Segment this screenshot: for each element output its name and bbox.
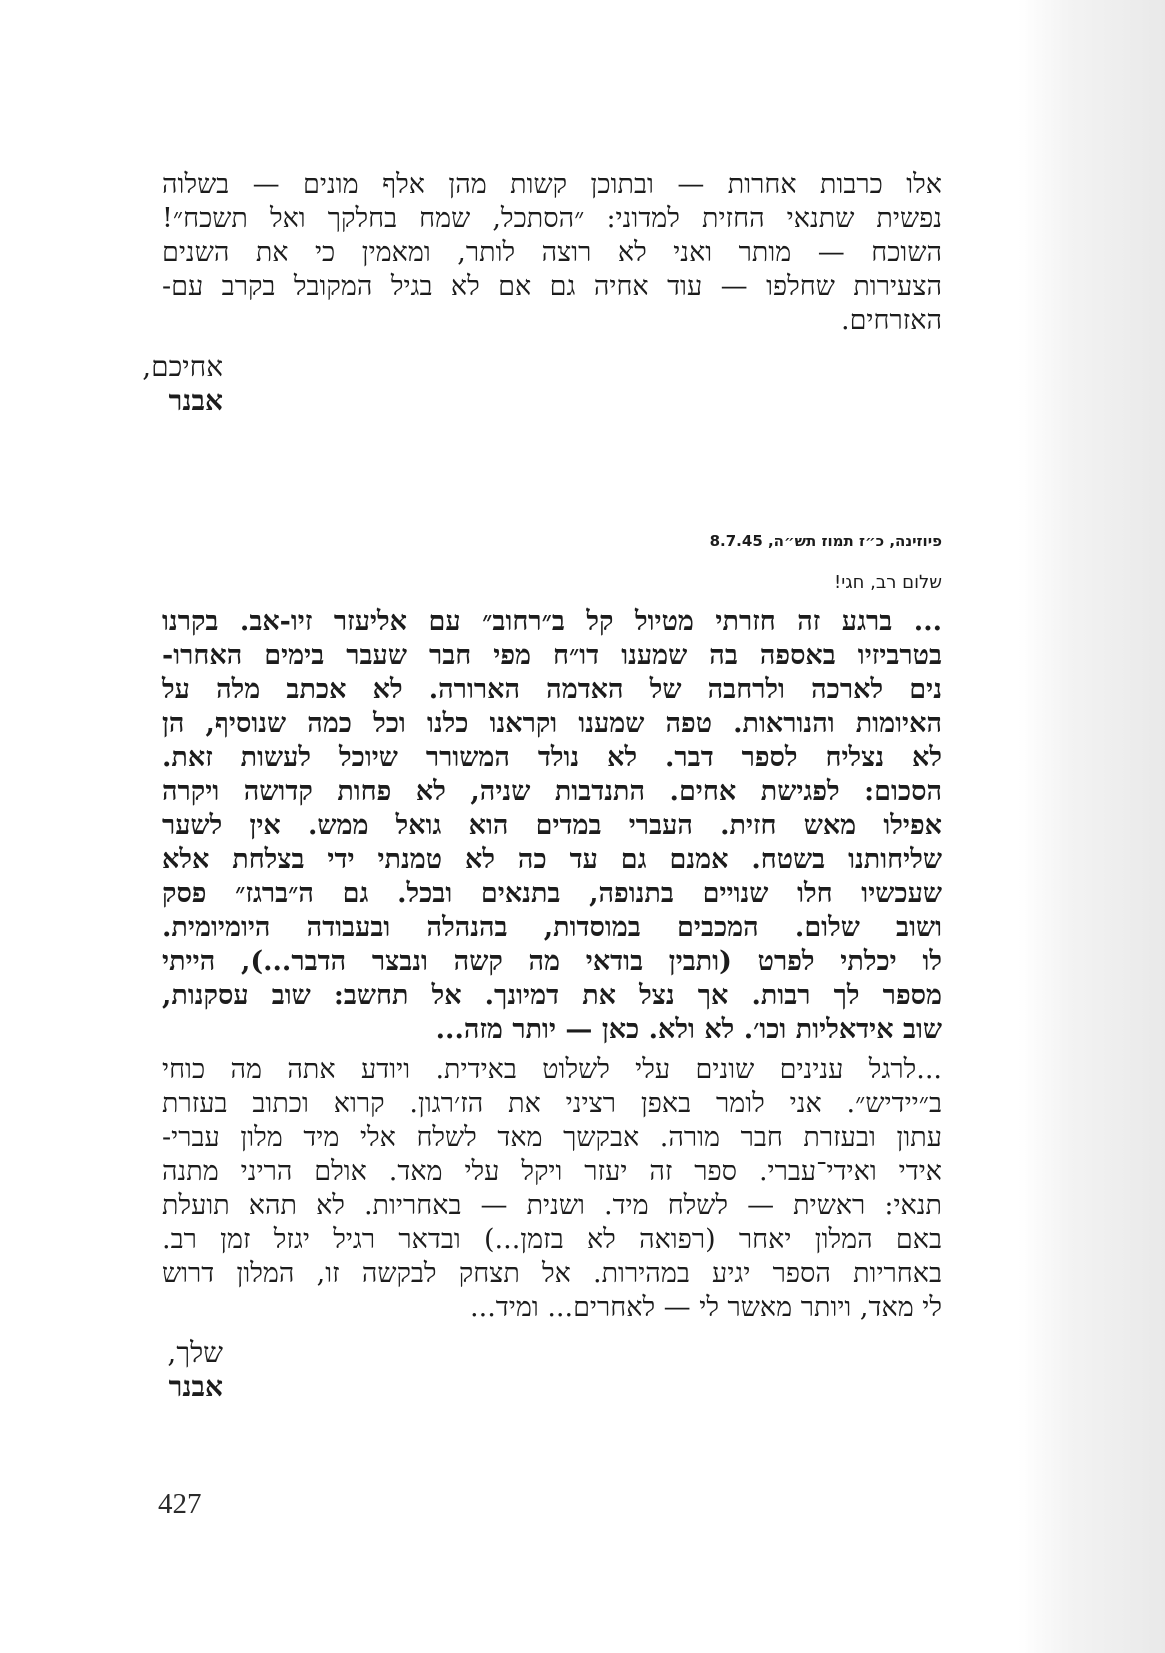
letter-greeting: שלום רב, חגי! (834, 572, 942, 593)
page-number: 427 (158, 1488, 202, 1520)
paragraph-2-line-1: ...לרגל ענינים שונים עלי לשלוט באידית. ויודע אתה מה כוחי (162, 1054, 942, 1085)
paragraph-2-line-3: עתון ובעזרת חבר מורה. אבקשך מאד לשלח אלי מיד מלון עברי- (162, 1122, 942, 1153)
top-paragraph-line-4: הצעירות שחלפו — עוד אחיה גם אם לא בגיל המקובל בקרב עם- (162, 271, 942, 302)
paragraph-1-line-6: הסכום: לפגישת אחים. התנדבות שניה, לא פחות קדושה ויקרה (162, 776, 942, 807)
paragraph-2-line-4: אידי ואידי־עברי. ספר זה יעזר ויקל עלי מאד. אולם הריני מתנה (162, 1156, 942, 1187)
paragraph-1-line-2: בטרביזיו באספה בה שמענו דו״ח מפי חבר שעבר בימים האחרו- (162, 640, 942, 671)
paragraph-2-line-8: לי מאד, ויותר מאשר לי — לאחרים... ומיד... (470, 1292, 942, 1323)
paragraph-2-line-5: תנאי: ראשית — לשלח מיד. ושנית — באחריות. לא תהא תועלת (162, 1190, 942, 1221)
paragraph-1-line-13: שוב אידאליות וכו׳. לא ולא. כאן — יותר מזה... (435, 1014, 942, 1045)
paragraph-1-line-8: שליחותנו בשטח. אמנם גם עד כה לא טמנתי ידי בצלחת אלא (162, 844, 942, 875)
paragraph-1-line-4: האיומות והנוראות. טפה שמענו וקראנו כלנו וכל כמה שנוסיף, הן (162, 708, 942, 739)
paragraph-1-line-7: אפילו מאש חזית. העברי במדים הוא גואל ממש. אין לשער (162, 810, 942, 841)
second-letter-sign-off: שלך, (167, 1336, 223, 1369)
top-paragraph-line-2: נפשית שתנאי החזית למדוני: ״הסתכל, שמח בחלקך ואל תשכח״! (162, 203, 942, 234)
paragraph-1-line-10: ושוב שלום. המכבים במוסדות, בהנהלה ובעבודה היומיומית. (162, 912, 942, 943)
paragraph-2-line-6: באם המלון יאחר (רפואה לא בזמן...) ובדאר רגיל יגזל זמן רב. (162, 1224, 942, 1255)
paragraph-1-line-1: ... ברגע זה חזרתי מטיול קל ב״רחוב״ עם אליעזר זיו-אב. בקרנו (162, 606, 942, 637)
paragraph-1-line-12: מספר לך רבות. אך נצל את דמיונך. אל תחשב: שוב עסקנות, (162, 980, 942, 1011)
paragraph-1-line-9: שעכשיו חלו שנויים בתנופה, בתנאים ובכל. גם ה״ברגז״ פסק (162, 878, 942, 909)
top-paragraph-line-1: אלו כרבות אחרות — ובתוכן קשות מהן אלף מונים — בשלוה (162, 169, 942, 200)
first-letter-sign-off: אחיכם, (142, 350, 223, 383)
letter-dateline: פיוזינה, כ״ז תמוז תש״ה, 8.7.45 (709, 532, 942, 550)
paragraph-2-line-2: ב״יידיש״. אני לומר באפן רציני את הז׳רגון. קרוא וכתוב בעזרת (162, 1088, 942, 1119)
top-paragraph-line-3: השוכח — מותר ואני לא רוצה לותר, ומאמין כי את השנים (162, 237, 942, 268)
paragraph-1-line-11: לו יכלתי לפרט (ותבין בודאי מה קשה ונבצר הדבר...), הייתי (162, 946, 942, 977)
paragraph-1-line-5: לא נצליח לספר דבר. לא נולד המשורר שיוכל לעשות זאת. (162, 742, 942, 773)
first-letter-signature: אבנר (168, 384, 223, 417)
paragraph-1-line-3: נים לארכה ולרחבה של האדמה הארורה. לא אכתב מלה על (162, 674, 942, 705)
page-gutter-shadow (1018, 0, 1165, 1653)
second-letter-signature: אבנר (168, 1370, 223, 1403)
top-paragraph-line-5: האזרחים. (840, 305, 942, 336)
paragraph-2-line-7: באחריות הספר יגיע במהירות. אל תצחק לבקשה זו, המלון דרוש (162, 1258, 942, 1289)
